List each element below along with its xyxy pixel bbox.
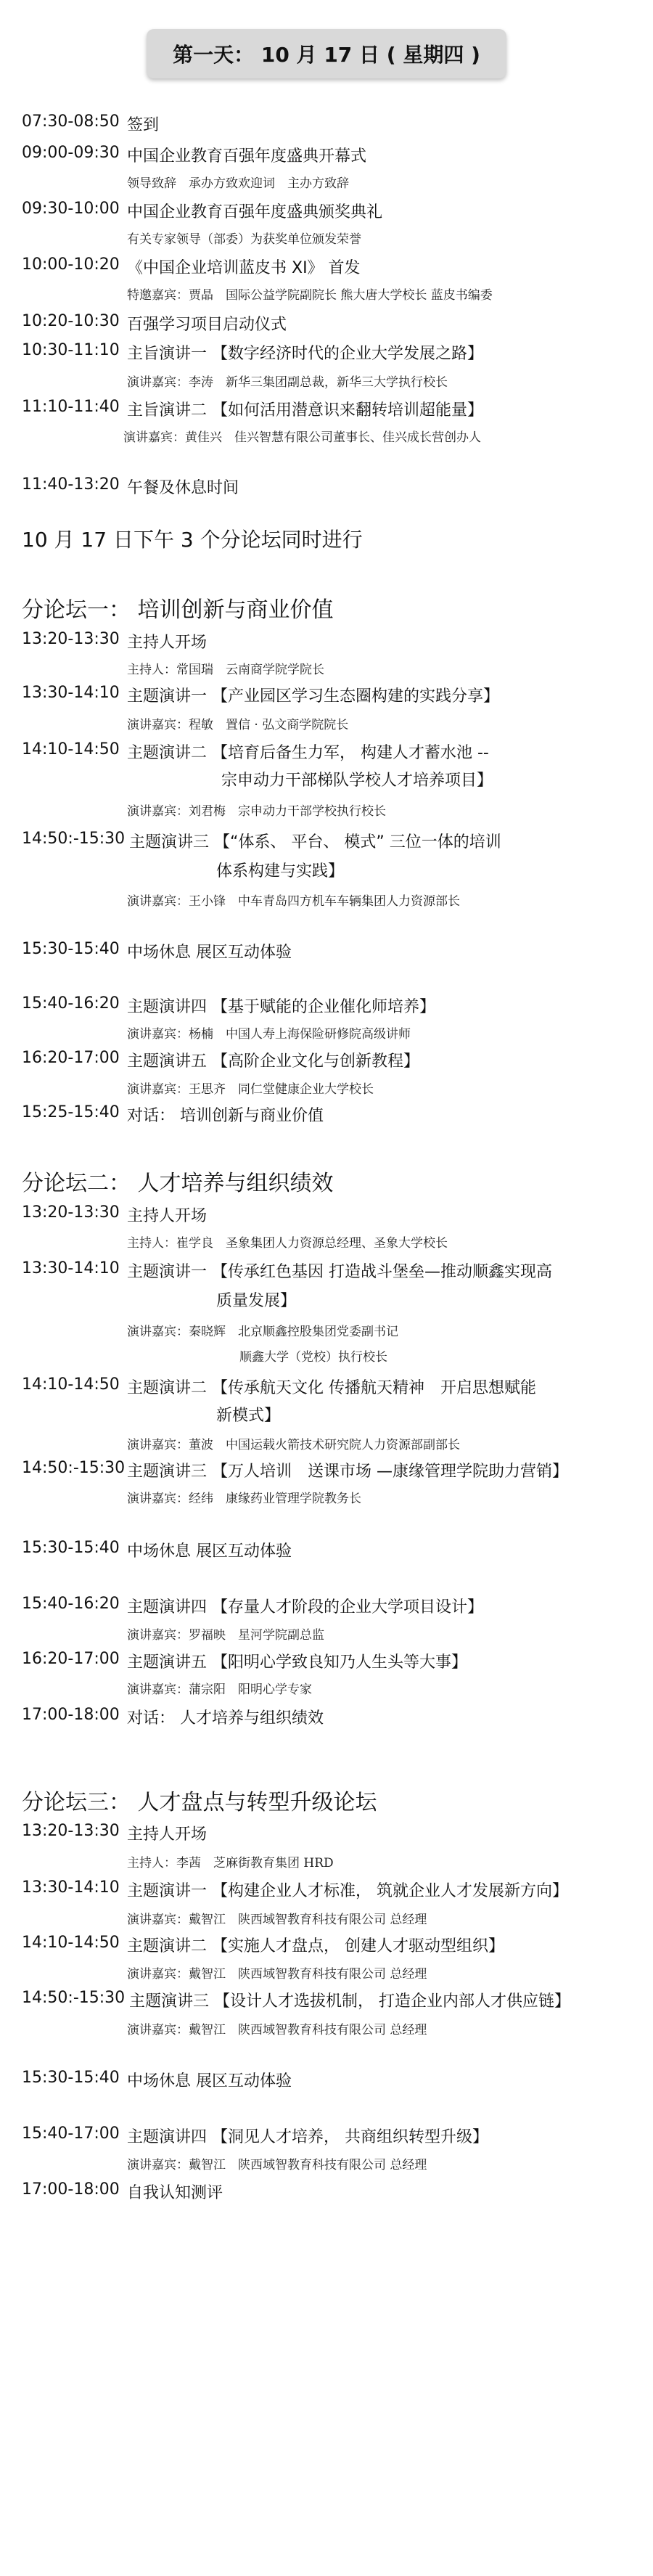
forum1-title: 分论坛一： 培训创新与商业价值 (22, 597, 334, 623)
day-header (0, 29, 653, 78)
forum3-time: 13:30-14:10 (22, 1878, 120, 1897)
forum1-item-note: 演讲嘉宾：王小锋 中车青岛四方机车车辆集团人力资源部长 (127, 894, 460, 909)
forum3-item-title: 主题演讲三 【设计人才选拔机制， 打造企业内部人才供应链】 (129, 1992, 570, 2011)
forum3-item-note: 演讲嘉宾：戴智江 陕西域智教育科技有限公司 总经理 (127, 1913, 427, 1927)
forum1-item-title: 主持人开场 (127, 634, 208, 652)
forum3-item-title: 主持人开场 (127, 1825, 208, 1844)
schedule-title: 中国企业教育百强年度盛典开幕式 (127, 147, 367, 165)
forum2-time: 14:10-14:50 (22, 1375, 120, 1394)
forum1-time: 14:50:-15:30 (22, 830, 126, 848)
forum1-item-title: 主题演讲四 【基于赋能的企业催化师培养】 (127, 998, 435, 1016)
forum1-item-note: 演讲嘉宾：杨楠 中国人寿上海保险研修院高级讲师 (127, 1027, 411, 1042)
schedule-note: 有关专家领导（部委）为获奖单位颁发荣誉 (127, 232, 361, 247)
forum1-item-title: 主题演讲三 【“体系、 平台、 模式” 三位一体的培训 (129, 833, 501, 851)
schedule-title: 主旨演讲一 【数字经济时代的企业大学发展之路】 (127, 345, 483, 363)
forum1-item-title: 主题演讲二 【培育后备生力军， 构建人才蓄水池 -- (127, 744, 489, 762)
schedule-time: 10:20-10:30 (22, 312, 120, 330)
forum2-item-note: 演讲嘉宾：罗福映 星河学院副总监 (127, 1628, 324, 1643)
forum2-item-title: 主题演讲一 【传承红色基因 打造战斗堡垒—推动顺鑫实现高 (127, 1263, 552, 1281)
forum2-item-note: 演讲嘉宾：董波 中国运载火箭技术研究院人力资源部副部长 (127, 1438, 460, 1452)
schedule-time: 07:30-08:50 (22, 113, 120, 131)
forum1-item-title: 对话： 培训创新与商业价值 (127, 1107, 324, 1125)
forum1-item-title: 主题演讲一 【产业园区学习生态圈构建的实践分享】 (127, 687, 499, 706)
forum2-item-title: 中场休息 展区互动体验 (127, 1542, 292, 1561)
forum2-time: 15:40-16:20 (22, 1595, 120, 1613)
forum1-time: 13:30-14:10 (22, 684, 120, 702)
forum2-item-title: 对话： 人才培养与组织绩效 (127, 1709, 324, 1727)
forum1-time: 15:40-16:20 (22, 994, 120, 1013)
forum3-item-note: 演讲嘉宾：戴智江 陕西域智教育科技有限公司 总经理 (127, 2023, 427, 2037)
forum1-item-title: 主题演讲五 【高阶企业文化与创新教程】 (127, 1052, 419, 1071)
schedule-title: 百强学习项目启动仪式 (127, 316, 287, 334)
schedule-time: 11:40-13:20 (22, 475, 120, 494)
forum2-item-note: 演讲嘉宾：蒲宗阳 阳明心学专家 (127, 1682, 312, 1697)
schedule-time: 10:30-11:10 (22, 341, 120, 359)
forum2-time: 17:00-18:00 (22, 1706, 120, 1724)
forum1-item-title-cont: 宗申动力干部梯队学校人才培养项目】 (221, 772, 493, 790)
forum2-item-note: 演讲嘉宾：经纬 康缘药业管理学院教务长 (127, 1492, 361, 1506)
forum3-time: 15:40-17:00 (22, 2125, 120, 2143)
forum2-time: 13:20-13:30 (22, 1203, 120, 1222)
forum1-item-title-cont: 体系构建与实践】 (216, 862, 345, 880)
schedule-note: 演讲嘉宾：李涛 新华三集团副总裁，新华三大学执行校长 (127, 375, 448, 390)
forum2-item-title-cont: 质量发展】 (216, 1292, 297, 1310)
schedule-time: 10:00-10:20 (22, 255, 120, 274)
forum2-item-title: 主题演讲三 【万人培训 送课市场 —康缘管理学院助力营销】 (127, 1463, 568, 1481)
schedule-note: 领导致辞 承办方致欢迎词 主办方致辞 (127, 176, 349, 191)
forum2-item-title: 主题演讲二 【传承航天文化 传播航天精神 开启思想赋能 (127, 1379, 536, 1397)
schedule-time: 09:30-10:00 (22, 200, 120, 218)
forum3-item-note: 主持人：李茜 芝麻街教育集团 HRD (127, 1856, 334, 1870)
forum1-time: 14:10-14:50 (22, 740, 120, 759)
forum3-time: 15:30-15:40 (22, 2069, 120, 2087)
forum1-item-note: 演讲嘉宾：王思齐 同仁堂健康企业大学校长 (127, 1082, 374, 1097)
forum3-item-title: 主题演讲四 【洞见人才培养， 共商组织转型升级】 (127, 2128, 488, 2146)
forum2-item-title: 主题演讲五 【阳明心学致良知乃人生头等大事】 (127, 1653, 467, 1672)
forum3-item-title: 中场休息 展区互动体验 (127, 2072, 292, 2090)
forum1-time: 15:25-15:40 (22, 1103, 120, 1121)
forum2-item-title: 主持人开场 (127, 1207, 208, 1225)
forum1-item-note: 演讲嘉宾：程敏 置信 · 弘文商学院院长 (127, 718, 349, 732)
schedule-title: 《中国企业培训蓝皮书 XI》 首发 (127, 259, 361, 277)
schedule-title: 中国企业教育百强年度盛典颁奖典礼 (127, 203, 383, 221)
forum3-item-title: 自我认知测评 (127, 2184, 223, 2202)
schedule-title: 午餐及休息时间 (127, 479, 239, 497)
forum2-item-note: 主持人：崔学良 圣象集团人力资源总经理、圣象大学校长 (127, 1236, 448, 1251)
schedule-title: 主旨演讲二 【如何活用潜意识来翻转培训超能量】 (127, 401, 483, 420)
schedule-note: 特邀嘉宾：贾晶 国际公益学院副院长 熊大唐大学校长 蓝皮书编委 (127, 288, 493, 303)
forum-intro: 10 月 17 日下午 3 个分论坛同时进行 (22, 528, 363, 552)
forum3-item-note: 演讲嘉宾：戴智江 陕西域智教育科技有限公司 总经理 (127, 2158, 427, 2172)
forum2-item-title: 主题演讲四 【存量人才阶段的企业大学项目设计】 (127, 1598, 483, 1616)
forum2-time: 13:30-14:10 (22, 1259, 120, 1277)
forum3-item-title: 主题演讲一 【构建企业人才标准， 筑就企业人才发展新方向】 (127, 1882, 568, 1900)
forum2-item-note-cont: 顺鑫大学（党校）执行校长 (239, 1350, 387, 1365)
forum3-item-title: 主题演讲二 【实施人才盘点， 创建人才驱动型组织】 (127, 1937, 504, 1955)
schedule-time: 09:00-09:30 (22, 144, 120, 162)
forum3-item-note: 演讲嘉宾：戴智江 陕西域智教育科技有限公司 总经理 (127, 1967, 427, 1982)
day-title: 第一天： 10 月 17 日 ( 星期四 ) (147, 29, 506, 78)
schedule-note: 演讲嘉宾：黄佳兴 佳兴智慧有限公司董事长、佳兴成长营创办人 (123, 430, 481, 445)
forum1-item-note: 主持人：常国瑞 云南商学院学院长 (127, 663, 324, 677)
forum1-time: 13:20-13:30 (22, 630, 120, 648)
forum1-time: 15:30-15:40 (22, 940, 120, 958)
forum1-item-note: 演讲嘉宾：刘君梅 宗申动力干部学校执行校长 (127, 804, 386, 819)
forum2-time: 16:20-17:00 (22, 1650, 120, 1668)
forum3-time: 14:10-14:50 (22, 1934, 120, 1952)
forum1-item-title: 中场休息 展区互动体验 (127, 944, 292, 962)
forum2-time: 15:30-15:40 (22, 1539, 120, 1557)
forum3-time: 14:50:-15:30 (22, 1989, 126, 2007)
forum3-title: 分论坛三： 人才盘点与转型升级论坛 (22, 1790, 377, 1815)
forum1-time: 16:20-17:00 (22, 1049, 120, 1067)
forum3-time: 17:00-18:00 (22, 2180, 120, 2199)
schedule-time: 11:10-11:40 (22, 398, 120, 416)
forum2-time: 14:50:-15:30 (22, 1459, 126, 1477)
forum2-item-title-cont: 新模式】 (216, 1407, 281, 1425)
forum2-title: 分论坛二： 人才培养与组织绩效 (22, 1171, 334, 1196)
forum2-item-note: 演讲嘉宾：秦晓辉 北京顺鑫控股集团党委副书记 (127, 1325, 398, 1339)
schedule-title: 签到 (127, 116, 160, 134)
forum3-time: 13:20-13:30 (22, 1822, 120, 1840)
